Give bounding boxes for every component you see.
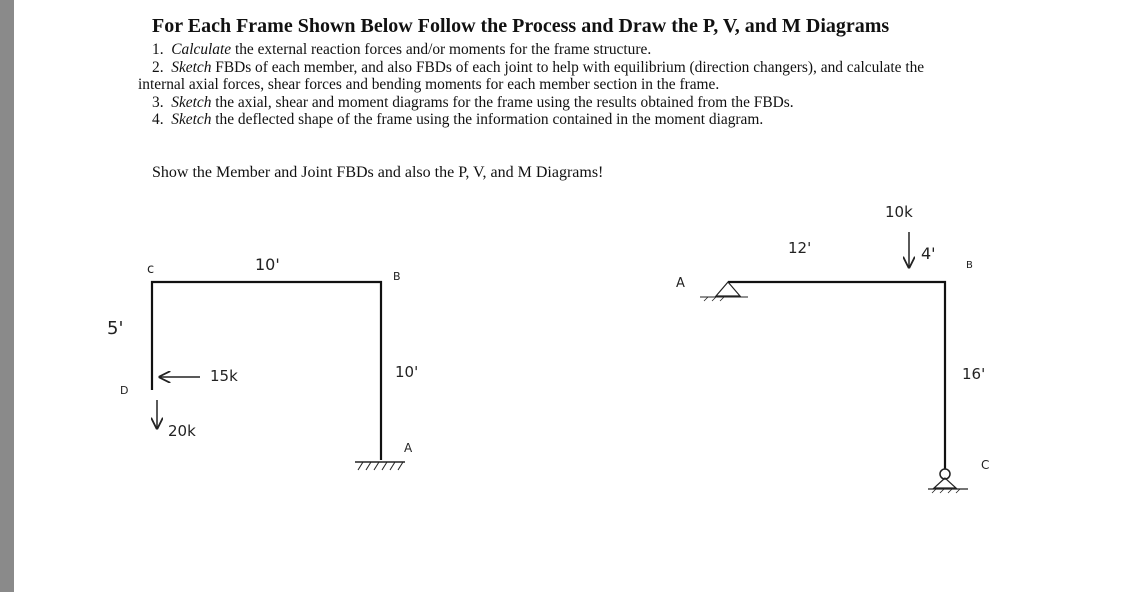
instruction-text: Show the Member and Joint FBDs and also the P, V, and M Diagrams!	[152, 164, 604, 181]
dim-height: 16'	[962, 365, 986, 383]
step-verb: Sketch	[171, 58, 212, 76]
pin-support-c	[928, 469, 968, 493]
fixed-support-a	[355, 462, 405, 470]
dim-left: 5'	[107, 318, 124, 339]
dim-span-1: 12'	[788, 239, 812, 257]
frame-2-members	[728, 282, 945, 470]
label-c: C	[981, 458, 990, 472]
dim-top: 10'	[255, 255, 280, 274]
label-d: D	[120, 384, 129, 397]
step-number: 1.	[152, 41, 164, 58]
frame-1	[107, 255, 418, 470]
label-a: A	[676, 276, 685, 291]
step-text: the external reaction forces and/or moments for the frame structure.	[231, 41, 652, 58]
step-number: 3.	[152, 93, 164, 111]
page-title: For Each Frame Shown Below Follow the Process and Draw the P, V, and M Diagrams	[152, 15, 890, 37]
label-c: c	[147, 262, 155, 277]
dim-span-2: 4'	[921, 244, 936, 263]
label-a: A	[404, 441, 413, 455]
step-verb: Sketch	[171, 111, 212, 128]
dim-right: 10'	[395, 363, 419, 381]
label-b: B	[393, 270, 401, 283]
step-verb: Sketch	[171, 93, 212, 111]
roller-support-a	[700, 282, 748, 301]
label-b: B	[966, 260, 973, 271]
step-text: the axial, shear and moment diagrams for the frame using the results obtained from the FBDs.	[211, 93, 794, 111]
step-text: FBDs of each member, and also FBDs of each joint to help with equilibrium (direction changers), and calculate the	[211, 58, 925, 76]
step-number: 4.	[152, 111, 164, 128]
step-number: 2.	[152, 58, 164, 76]
load-vertical-label: 20k	[168, 422, 196, 440]
point-load-label: 10k	[885, 203, 913, 221]
load-horizontal-label: 15k	[210, 367, 238, 385]
step-text-continued: internal axial forces, shear forces and bending moments for each member section in the frame.	[138, 76, 720, 93]
frame-2	[676, 203, 989, 493]
step-verb: Calculate	[171, 41, 232, 58]
step-text: the deflected shape of the frame using the information contained in the moment diagram.	[211, 111, 764, 128]
